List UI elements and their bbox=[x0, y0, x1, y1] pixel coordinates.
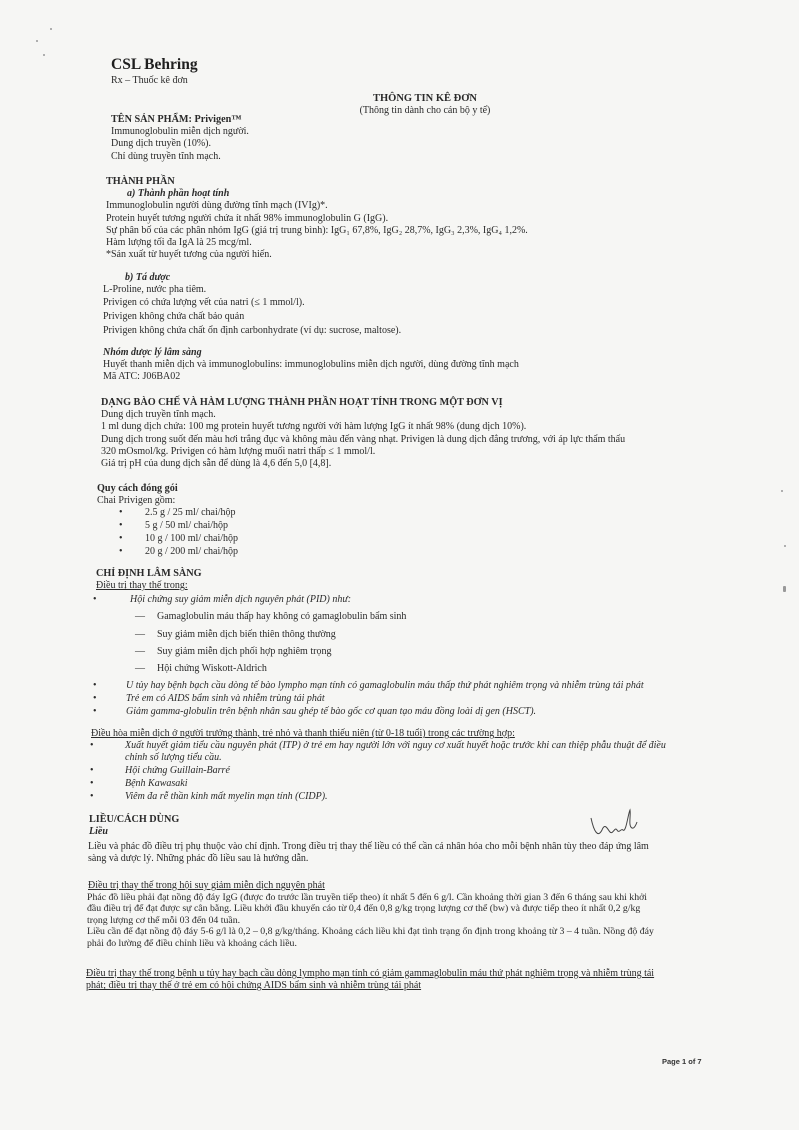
form-line: Giá trị pH của dung dịch sẵn để dùng là 4,6 đến 5,0 [4,8]. bbox=[101, 458, 332, 470]
immuno-heading: Điều hòa miễn dịch ở người trưởng thành, trẻ nhỏ và thanh thiếu niên (từ 0-18 tuổi) trong các trường hợp: bbox=[91, 728, 515, 739]
product-heading: TÊN SẢN PHẨM: Privigen™ bbox=[111, 114, 242, 125]
pid-dosage-heading: Điều trị thay thế trong hội suy giảm miễn dịch nguyên phát bbox=[88, 880, 325, 891]
indications-section bbox=[96, 568, 202, 592]
document-title: THÔNG TIN KÊ ĐƠN bbox=[373, 93, 477, 104]
excipient-heading: b) Tá dược bbox=[125, 272, 171, 283]
rx-label: Rx – Thuốc kê đơn bbox=[111, 75, 188, 86]
bullet-icon: • bbox=[90, 778, 94, 789]
bullet-icon: • bbox=[90, 740, 94, 751]
excipient-line: L-Proline, nước pha tiêm. bbox=[103, 284, 207, 296]
bullet-icon: • bbox=[93, 693, 97, 704]
form-heading: DẠNG BÀO CHẾ VÀ HÀM LƯỢNG THÀNH PHẦN HOẠT TÍNH TRONG MỘT ĐƠN VỊ bbox=[101, 397, 503, 408]
packaging-heading: Quy cách đóng gói bbox=[97, 483, 178, 494]
product-line: Dung dịch truyền (10%). bbox=[111, 138, 211, 150]
signature-mark bbox=[588, 808, 638, 842]
bullet-icon: • bbox=[119, 546, 123, 557]
form-line: Dung dịch trong suốt đến màu hơi trắng đục và không màu đến vàng nhạt. Privigen là dung dịch đẳng trương, với áp lực thẩm thấu bbox=[101, 433, 626, 445]
form-line: 320 mOsmol/kg. Privigen có hàm lượng muối natri thấp ≤ 1 mmol/l. bbox=[101, 445, 376, 457]
bullet-icon: • bbox=[119, 507, 123, 518]
page-number: Page 1 of 7 bbox=[662, 1057, 702, 1066]
document-page: CSL Behring Rx – Thuốc kê đơn THÔNG TIN KÊ ĐƠN (Thông tin dành cho cán bộ y tế) TÊN SẢN PHẨM: Privigen™ Immunoglobulin miễn dịch người. Dung dịch truyền (10%). Chỉ dùng truyền tĩnh mạch. THÀNH PHẦN a) Thành phần hoạt tính Immunoglobulin người dùng đường tĩnh mạch (IVIg)*. Protein huyết tương người chứa ít nhất 98% immunoglobulin G (IgG). Sự phân bố của các phân nhóm IgG (giá trị trung bình): IgG₁ 67,8%, IgG₂ 28,7%, IgG₃ 2,3%, IgG₄ 1,2%. Hàm lượng tối đa IgA là 25 mcg/ml. *Sản xuất từ huyết tương của người hiến. b) Tá dược L-Proline, nước pha tiêm. Privigen có chứa lượng vết của natri (≤ 1 mmol/l). Privigen không chứa chất bảo quản Privigen không chứa chất ổn định carbonhydrate (ví dụ: sucrose, maltose). Nhóm dược lý lâm sàng Huyết thanh miễn dịch và immunoglobulins: immunoglobulins miễn dịch người, dùng đường tĩnh mạch Mã ATC: J06BA02 DẠNG BÀO CHẾ VÀ HÀM LƯỢNG THÀNH PHẦN HOẠT TÍNH TRONG MỘT ĐƠN VỊ Dung dịch truyền tĩnh mạch. 1 ml dung dịch chứa: 100 mg protein huyết tương người với hàm lượng IgG ít nhất 98% (dung dịch 10%). Dung dịch trong suốt đến màu hơi trắng đục và không màu đến vàng nhạt. Privigen là dung dịch đẳng trương, với áp lực thẩm thấu 320 mOsmol/kg. Privigen có hàm lượng muối natri thấp ≤ 1 mmol/l. Giá trị pH của dung dịch sẵn để dùng là 4,6 đến 5,0 [4,8]. Quy cách đóng gói Chai Privigen gồm: • 2.5 g / 25 ml/ chai/hộp • 5 g / 50 ml/ chai/hộp • 10 g / 100 ml/ chai/hộp • 20 g / 200 ml/ chai/hộp CHỈ ĐỊNH LÂM SÀNG Điều trị thay thế trong: • Hội chứng suy giảm miễn dịch nguyên phát (PID) như: — Gamaglobulin máu thấp hay không có gamaglobulin bẩm sinh — Suy giảm miễn dịch biến thiên thông thường — Suy giảm miễn dịch phối hợp nghiêm trọng — Hội chứng Wiskott-Aldrich • U tủy hay bệnh bạch cầu dòng tế bào lympho mạn tính có gamaglobulin máu thấp thứ phát nghiêm trọng và nhiễm trùng tái phát • Trẻ em có AIDS bẩm sinh và nhiễm trùng tái phát • Giảm gamma-globulin trên bệnh nhân sau ghép tế bào gốc cơ quan tạo máu đồng loài dị gen (HSCT). Điều hòa miễn dịch ở người trưởng thành, trẻ nhỏ và thanh thiếu niên (từ 0-18 tuổi) trong các trường hợp: • Xuất huyết giảm tiểu cầu nguyên phát (ITP) ở trẻ em hay người lớn với nguy cơ xuất huyết hoặc trước khi can thiệp phẫu thuật để điều chỉnh số lượng tiểu cầu. • Hội chứng Guillain-Barré • Bệnh Kawasaki • Viêm đa rễ thần kinh mất myelin mạn tính (CIDP). LIỀU/CÁCH DÙNG Liều Liều và phác đồ điều trị phụ thuộc vào chỉ định. Trong điều trị thay thế liều có thể cần cá nhân hóa cho mỗi bệnh nhân tùy theo đáp ứng lâm sàng và dược lý. Những phác đồ liều sau là hướng dẫn. Điều trị thay thế trong hội suy giảm miễn dịch nguyên phát Phác đồ liều phải đạt nồng độ đáy IgG (được đo trước lần truyền tiếp theo) ít nhất 5 đến 6 g/l. Cần khoảng thời gian 3 đến 6 tháng sau khi khởi đầu điều trị để đạt được sự cân bằng. Liều khởi đầu khuyến cáo từ 0,4 đến 0,8 g/kg trọng lượng cơ thể (bw) và được tiếp theo ít nhất 0,2 g/kg trọng lượng cơ thể mỗi 03 đến 04 tuần. Liều cần để đạt nồng độ đáy 5-6 g/l là 0,2 – 0,8 g/kg/tháng. Khoảng cách liều khi đạt tình trạng ổn định trong khoảng từ 3 – 4 tuần. Nồng độ đáy phải đo lường để điều chỉnh liều và khoảng cách liều. Điều trị thay thế trong bệnh u tủy hay bạch cầu dòng lympho mạn tính có giảm gammaglobulin máu thứ phát nghiêm trọng và nhiễm trùng tái phát; điều trị thay thế ở trẻ em có hội chứng AIDS bẩm sinh và nhiễm trùng tái phát Page 1 of 7 bbox=[0, 0, 799, 1130]
immuno-item-cont: chỉnh số lượng tiểu cầu. bbox=[125, 752, 222, 763]
excipient-line: Privigen không chứa chất ổn định carbonhydrate (ví dụ: sucrose, maltose). bbox=[103, 324, 402, 336]
bullet-icon: • bbox=[90, 765, 94, 776]
product-line: Immunoglobulin miễn dịch người. bbox=[111, 126, 249, 138]
brand-name: CSL Behring bbox=[111, 56, 198, 73]
active-line: Immunoglobulin người dùng đường tĩnh mạch (IVIg)*. bbox=[106, 200, 328, 212]
pharmaco-heading: Nhóm dược lý lâm sàng bbox=[103, 347, 202, 358]
dosage-heading: LIỀU/CÁCH DÙNG bbox=[89, 814, 180, 825]
active-line: Hàm lượng tối đa IgA là 25 mcg/ml. bbox=[106, 237, 252, 249]
form-section bbox=[101, 397, 741, 470]
composition-section bbox=[106, 176, 746, 261]
active-line: Sự phân bố của các phân nhóm IgG (giá trị trung bình): IgG₁ 67,8%, IgG₂ 28,7%, IgG₃ 2,3%, IgG₄ 1,2%. bbox=[106, 224, 528, 236]
product-section bbox=[111, 114, 249, 163]
excipient-section bbox=[103, 272, 401, 337]
bullet-icon: • bbox=[93, 706, 97, 717]
pid-dosage-paragraph: Phác đồ liều phải đạt nồng độ đáy IgG (được đo trước lần truyền tiếp theo) ít nhất 5 đến 6 g/l. Cần khoảng thời gian 3 đến 6 tháng sau khi khởi đầu điều trị để đạt được sự cân bằng. Liều khởi đầu khuyến cáo từ 0,4 đến 0,8 g/kg trọng lượng cơ thể (bw) và được tiếp theo ít nhất 0,2 g/kg trọng lượng cơ thể mỗi 03 đến 04 tuần. Liều cần để đạt nồng độ đáy 5-6 g/l là 0,2 – 0,8 g/kg/tháng. Khoảng cách liều khi đạt tình trạng ổn định trong khoảng từ 3 – 4 tuần. Nồng độ đáy phải đo lường để điều chỉnh liều và khoảng cách liều. bbox=[87, 892, 654, 949]
bullet-icon: • bbox=[90, 791, 94, 802]
pharmaco-line: Mã ATC: J06BA02 bbox=[103, 371, 181, 383]
pharmaco-line: Huyết thanh miễn dịch và immunoglobulins: immunoglobulins miễn dịch người, dùng đường tĩnh mạch bbox=[103, 359, 519, 371]
dosage-section bbox=[89, 814, 179, 838]
indications-heading: CHỈ ĐỊNH LÂM SÀNG bbox=[96, 568, 202, 579]
form-line: 1 ml dung dịch chứa: 100 mg protein huyết tương người với hàm lượng IgG ít nhất 98% (dung dịch 10%). bbox=[101, 421, 527, 433]
bullet-icon: • bbox=[93, 594, 97, 605]
document-subtitle: (Thông tin dành cho cán bộ y tế) bbox=[359, 105, 491, 116]
dosage-paragraph: Liều và phác đồ điều trị phụ thuộc vào chỉ định. Trong điều trị thay thế liều có thể cần cá nhân hóa cho mỗi bệnh nhân tùy theo đáp ứng lâm sàng và dược lý. Những phác đồ liều sau là hướng dẫn. bbox=[88, 841, 649, 865]
replacement-heading: Điều trị thay thế trong: bbox=[96, 580, 188, 592]
active-line: *Sản xuất từ huyết tương của người hiến. bbox=[106, 249, 272, 261]
excipient-line: Privigen không chứa chất bảo quản bbox=[103, 310, 245, 322]
dosage-subheading: Liều bbox=[89, 826, 108, 838]
bullet-icon: • bbox=[119, 533, 123, 544]
active-line: Protein huyết tương người chứa ít nhất 98% immunoglobulin G (IgG). bbox=[106, 212, 389, 224]
composition-heading: THÀNH PHẦN bbox=[106, 176, 175, 187]
excipient-line: Privigen có chứa lượng vết của natri (≤ 1 mmol/l). bbox=[103, 297, 305, 309]
pharmaco-section bbox=[103, 347, 519, 384]
product-line: Chỉ dùng truyền tĩnh mạch. bbox=[111, 150, 221, 162]
active-heading: a) Thành phần hoạt tính bbox=[127, 188, 230, 200]
form-line: Dung dịch truyền tĩnh mạch. bbox=[101, 409, 216, 421]
cll-dosage-heading: Điều trị thay thế trong bệnh u tủy hay bạch cầu dòng lympho mạn tính có giảm gammaglobulin máu thứ phát nghiêm trọng và nhiễm trùng tái phát; điều trị thay thế ở trẻ em có hội chứng AIDS bẩm sinh và nhiễm trùng tái phát bbox=[86, 968, 655, 992]
packaging-section bbox=[97, 483, 178, 507]
packaging-intro: Chai Privigen gồm: bbox=[97, 495, 176, 507]
bullet-icon: • bbox=[119, 520, 123, 531]
bullet-icon: • bbox=[93, 680, 97, 691]
